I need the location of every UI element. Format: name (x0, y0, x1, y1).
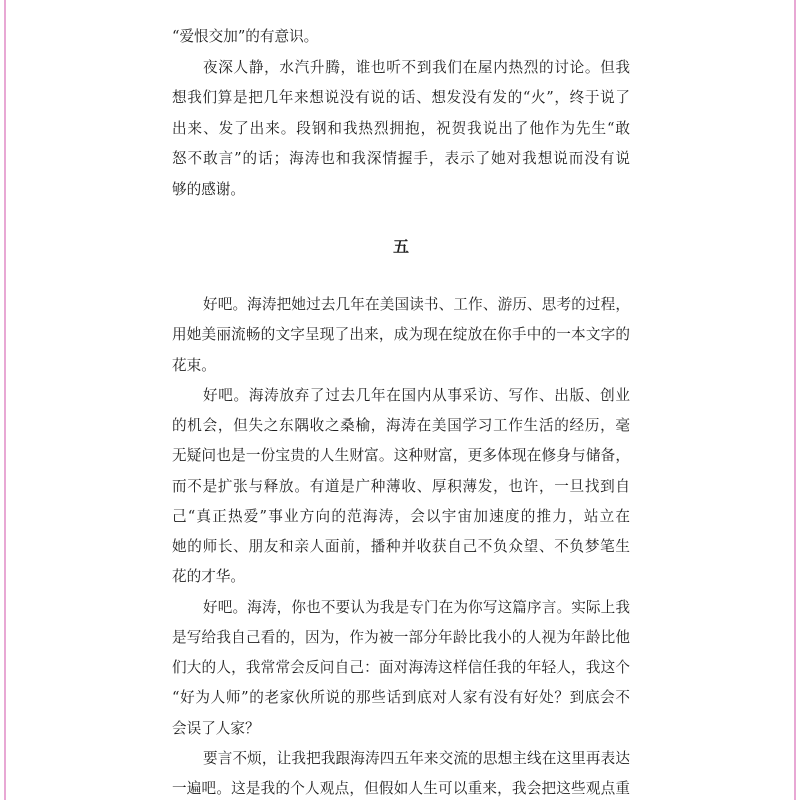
text-line: 要言不烦，让我把我跟海涛四五年来交流的思想主线在这里再表达 (203, 749, 630, 767)
page-border-right (794, 0, 796, 800)
page-border-left (4, 0, 6, 800)
section-heading: 五 (392, 237, 409, 256)
text-line: 花束。 (172, 356, 216, 374)
text-line: 而不是扩张与释放。有道是广种薄收、厚积薄发，也许，一旦找到自 (172, 477, 630, 495)
text-line: 会误了人家？ (172, 719, 260, 737)
paragraph (172, 58, 630, 200)
text-line: 够的感谢。 (172, 180, 245, 198)
text-line: 好吧。海涛把她过去几年在美国读书、工作、游历、思考的过程， (203, 296, 630, 313)
text-line: 好吧。海涛放弃了过去几年在国内从事采访、写作、出版、创业 (203, 386, 630, 404)
text-line: 一遍吧。这是我的个人观点，但假如人生可以重来，我会把这些观点重 (172, 780, 630, 797)
text-line: 的机会，但失之东隅收之桑榆，海涛在美国学习工作生活的经历，毫 (172, 417, 630, 434)
text-block-top (172, 27, 630, 200)
text-block-section (172, 295, 630, 799)
text-line: 出来、发了出来。段钢和我热烈拥抱，祝贺我说出了他作为先生“敢 (172, 119, 630, 137)
text-line: 无疑问也是一份宝贵的人生财富。这种财富，更多体现在修身与储备， (172, 447, 630, 465)
paragraph (172, 598, 630, 739)
paragraph (172, 749, 630, 799)
text-line: 是写给我自己看的，因为，作为被一部分年龄比我小的人视为年龄比他 (172, 628, 630, 646)
text-line: 她的师长、朋友和亲人面前，播种并收获自己不负众望、不负梦笔生 (172, 538, 630, 555)
text-line: 花的才华。 (172, 568, 245, 586)
text-line: 夜深人静，水汽升腾，谁也听不到我们在屋内热烈的讨论。但我 (203, 58, 630, 76)
text-line: 用她美丽流畅的文字呈现了出来，成为现在绽放在你手中的一本文字的 (172, 326, 630, 344)
text-line: “爱恨交加”的有意识。 (172, 28, 319, 45)
text-line: 己“真正热爱”事业方向的范海涛，会以宇宙加速度的推力，站立在 (172, 507, 630, 525)
text-line: 好吧。海涛，你也不要认为我是专门在为你写这篇序言。实际上我 (203, 598, 630, 616)
text-line: 想我们算是把几年来想说没有说的话、想发没有发的“火”，终于说了 (172, 89, 630, 107)
paragraph (172, 295, 630, 376)
paragraph (172, 27, 630, 47)
paragraph (172, 386, 630, 588)
text-line: “好为人师”的老家伙所说的那些话到底对人家有没有好处？到底会不 (172, 689, 630, 707)
text-line: 怒不敢言”的话；海涛也和我深情握手，表示了她对我想说而没有说 (172, 150, 630, 168)
text-line: 们大的人，我常常会反问自己：面对海涛这样信任我的年轻人，我这个 (172, 659, 630, 676)
